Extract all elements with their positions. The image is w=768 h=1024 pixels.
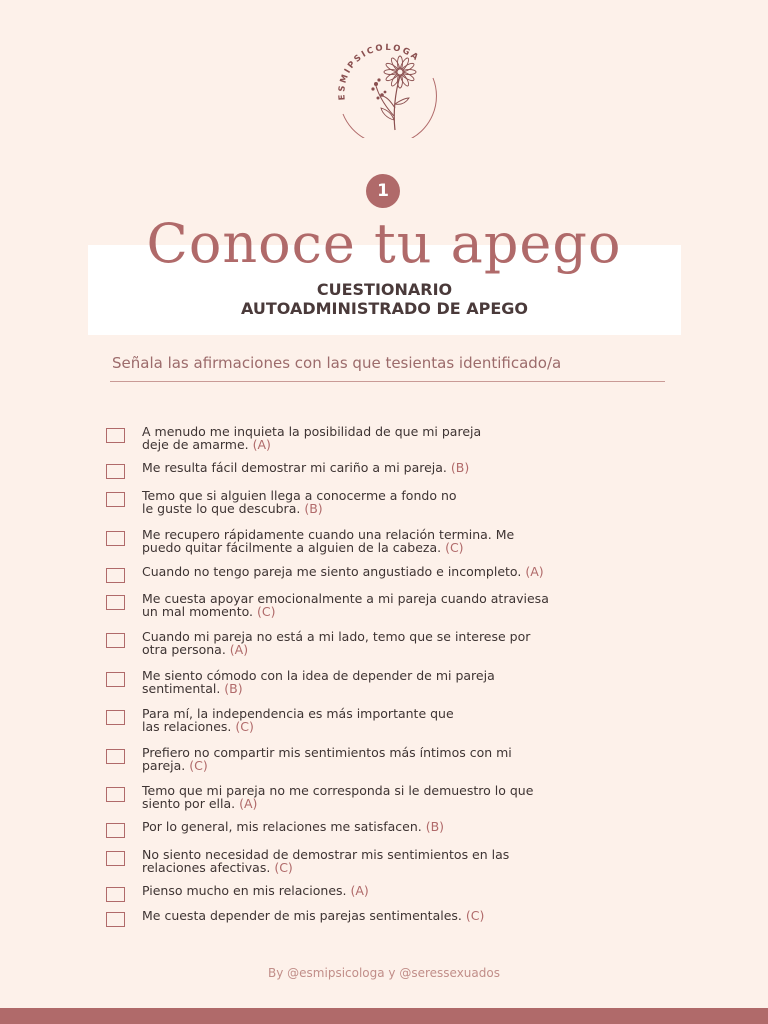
item-text: Me siento cómodo con la idea de depender de mi pareja sentimental. (B) [142,668,495,696]
questionnaire-item-11[interactable] [106,784,646,810]
bottom-bar [0,1008,768,1024]
step-number-badge: 1 [366,174,400,208]
item-text: Prefiero no compartir mis sentimientos más íntimos con mi pareja. (C) [142,745,512,773]
attachment-tag: (C) [235,719,254,734]
attachment-tag: (B) [425,819,445,834]
checkbox[interactable] [106,672,125,687]
questionnaire-item-5[interactable] [106,565,646,583]
subtitle-line-2: AUTOADMINISTRADO DE APEGO [241,299,528,318]
item-text: A menudo me inquieta la posibilidad de que mi pareja deje de amarme. (A) [142,424,482,452]
attachment-tag: (C) [189,758,208,773]
item-text: Por lo general, mis relaciones me satisfacen. (B) [142,819,445,834]
questionnaire-item-12[interactable] [106,820,646,838]
questionnaire-item-1[interactable] [106,425,646,451]
item-text: Me resulta fácil demostrar mi cariño a mi pareja. (B) [142,460,470,475]
checkbox[interactable] [106,531,125,546]
item-text: Me cuesta apoyar emocionalmente a mi pareja cuando atraviesa un mal momento. (C) [142,591,549,619]
item-text: Me cuesta depender de mis parejas sentimentales. (C) [142,908,485,923]
checkbox[interactable] [106,633,125,648]
questionnaire-item-14[interactable] [106,884,646,902]
checkbox[interactable] [106,492,125,507]
checkbox[interactable] [106,887,125,902]
attachment-tag: (A) [350,883,369,898]
questionnaire-item-7[interactable] [106,630,646,656]
subtitle-line-1: CUESTIONARIO [316,280,453,299]
item-text: Para mí, la independencia es más importante que las relaciones. (C) [142,706,454,734]
attachment-tag: (C) [257,604,276,619]
attachment-tag: (A) [525,564,544,579]
attachment-tag: (A) [252,437,271,452]
item-text: Temo que mi pareja no me corresponda si le demuestro lo que siento por ella. (A) [142,783,534,811]
attachment-tag: (B) [304,501,323,516]
questionnaire-item-8[interactable] [106,669,646,695]
credits-footer: By @esmipsicologa y @seressexuados [268,966,500,980]
checkbox[interactable] [106,912,125,927]
questionnaire-item-15[interactable] [106,909,646,927]
questionnaire-item-2[interactable] [106,461,646,479]
divider [110,381,665,382]
checkbox[interactable] [106,851,125,866]
checkbox[interactable] [106,749,125,764]
checkbox[interactable] [106,568,125,583]
checkbox[interactable] [106,428,125,443]
brand-logo [333,38,443,138]
instruction-text: Señala las afirmaciones con las que tesientas identificado/a [112,354,562,372]
attachment-tag: (C) [465,908,485,923]
item-text: No siento necesidad de demostrar mis sentimientos en las relaciones afectivas. (C) [142,847,510,875]
svg-text:ESMIPSICOLOGA [337,43,421,101]
item-text: Me recupero rápidamente cuando una relación termina. Me puedo quitar fácilmente a alguien de la cabeza. (C) [142,527,515,555]
checkbox[interactable] [106,464,125,479]
checkbox[interactable] [106,787,125,802]
attachment-tag: (A) [229,642,249,657]
checkbox[interactable] [106,823,125,838]
brand-name: ESMIPSICOLOGA [337,42,422,101]
attachment-tag: (B) [224,681,243,696]
questionnaire-item-9[interactable] [106,707,646,733]
questionnaire-item-13[interactable] [106,848,646,874]
questionnaire-item-3[interactable] [106,489,646,515]
flower-logo-icon [333,38,443,138]
item-text: Cuando no tengo pareja me siento angustiado e incompleto. (A) [142,564,544,579]
checkbox[interactable] [106,710,125,725]
attachment-tag: (C) [445,540,464,555]
item-text: Pienso mucho en mis relaciones. (A) [142,883,369,898]
attachment-tag: (A) [239,796,258,811]
page-title: Conoce tu apego [146,212,622,275]
questionnaire-item-4[interactable] [106,528,646,554]
item-text: Temo que si alguien llega a conocerme a fondo no le guste lo que descubra. (B) [142,488,457,516]
checkbox[interactable] [106,595,125,610]
page-subtitle [88,280,681,318]
attachment-tag: (B) [450,460,470,475]
questionnaire-item-6[interactable] [106,592,646,618]
questionnaire-item-10[interactable] [106,746,646,772]
item-text: Cuando mi pareja no está a mi lado, temo que se interese por otra persona. (A) [142,629,531,657]
attachment-tag: (C) [274,860,293,875]
